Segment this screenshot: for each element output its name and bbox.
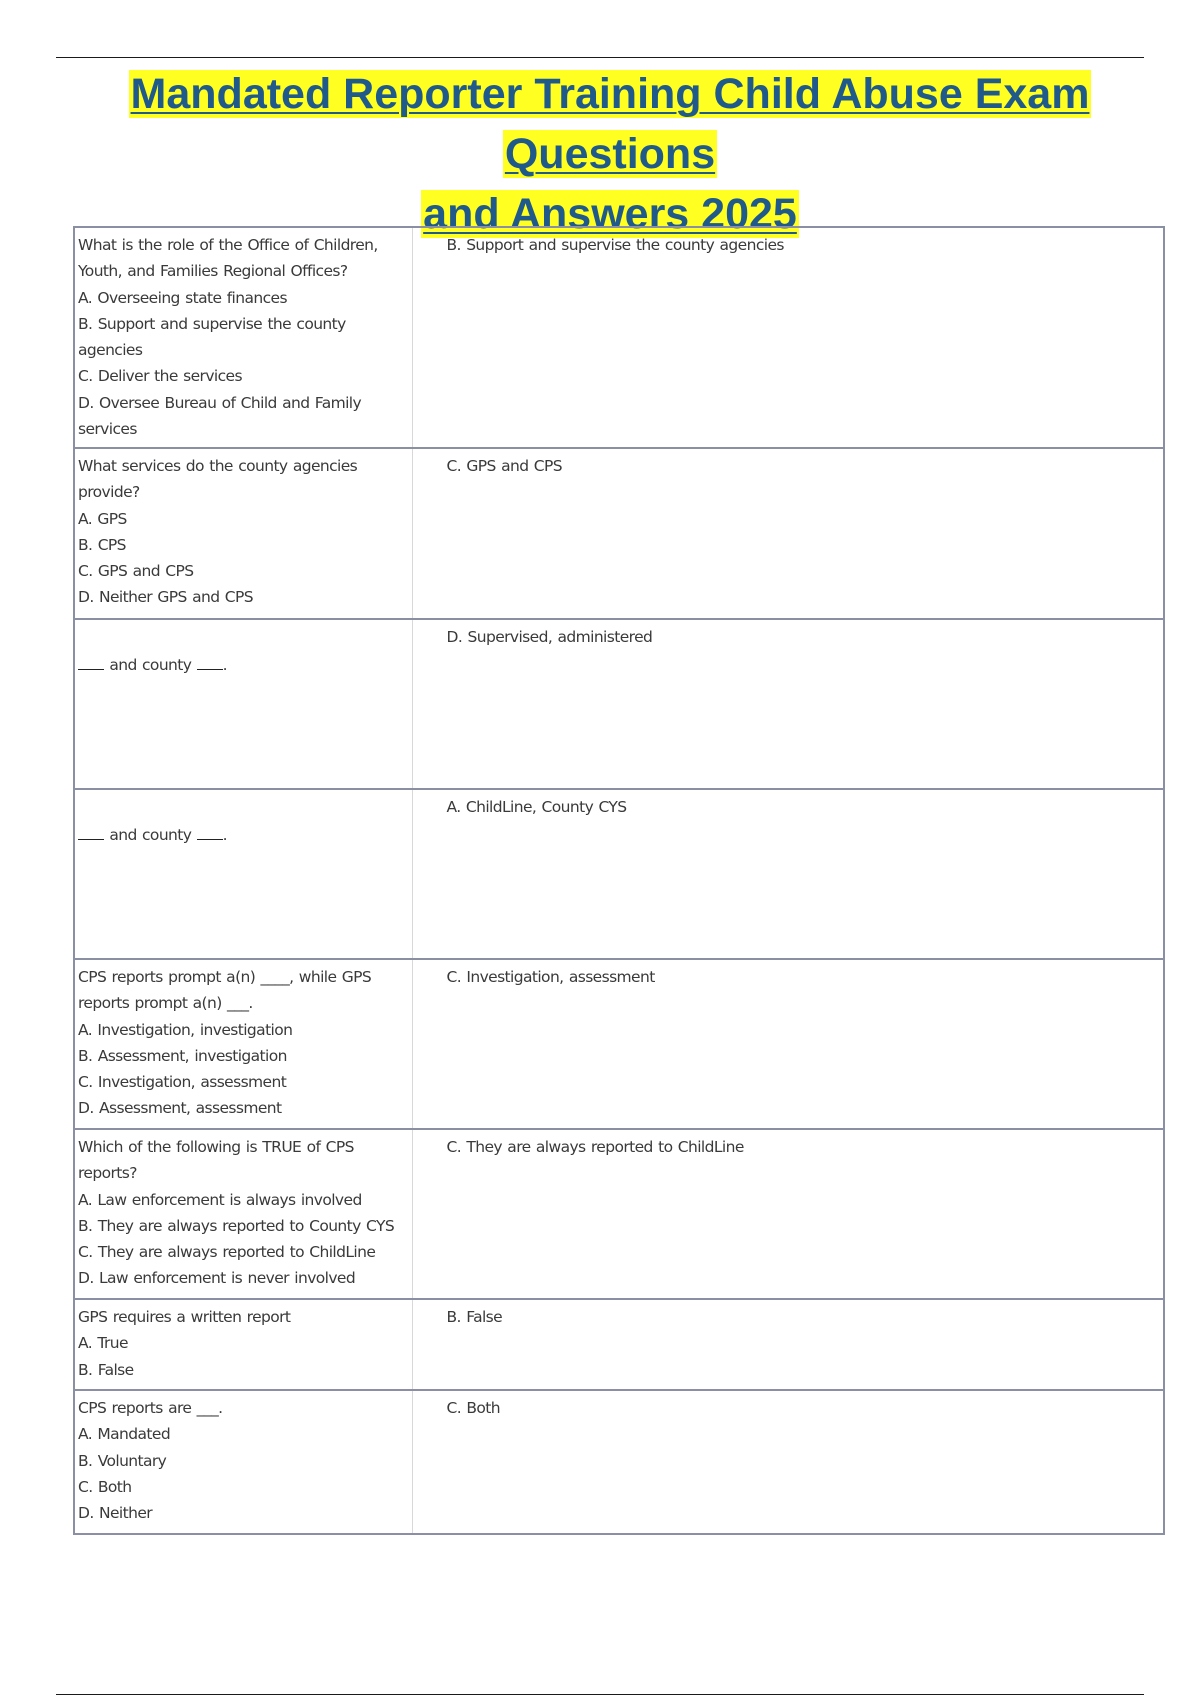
option-line: B. False	[78, 1360, 134, 1379]
answer-cell: A. ChildLine, County CYS	[412, 789, 1164, 959]
option-line: services	[78, 420, 137, 439]
table-row	[74, 789, 1164, 959]
question-cell	[74, 789, 412, 959]
option-line: B. CPS	[78, 535, 126, 554]
question-line: What is the role of the Office of Children,	[78, 236, 378, 254]
question-cell	[74, 1299, 412, 1390]
answer-cell: C. They are always reported to ChildLine	[412, 1129, 1164, 1299]
fill-end: .	[222, 826, 227, 844]
fill-end: .	[222, 656, 227, 674]
option-line: C. Both	[78, 1477, 132, 1496]
option-line: B. Support and supervise the county	[78, 314, 346, 333]
question-cell	[74, 227, 412, 448]
table-row	[74, 448, 1164, 619]
option-line: C. Investigation, assessment	[78, 1073, 287, 1092]
document-title	[20, 64, 1200, 244]
question-cell	[74, 619, 412, 789]
answer-cell: C. Both	[412, 1390, 1164, 1534]
answer-cell: B. False	[412, 1299, 1164, 1390]
title-line-1: Mandated Reporter Training Child Abuse Exam Questions	[130, 70, 1090, 178]
option-line: D. Assessment, assessment	[78, 1099, 282, 1118]
table-row	[74, 1299, 1164, 1390]
question-line: CPS reports prompt a(n) ____, while GPS	[78, 968, 372, 986]
question-line: reports?	[78, 1164, 137, 1183]
answer-cell: D. Supervised, administered	[412, 619, 1164, 789]
option-line: A. Investigation, investigation	[78, 1020, 293, 1039]
option-line: D. Law enforcement is never involved	[78, 1269, 356, 1288]
option-line: B. They are always reported to County CYS	[78, 1216, 395, 1235]
fill-in-question	[78, 822, 408, 848]
option-line: D. Oversee Bureau of Child and Family	[78, 393, 362, 412]
option-line: agencies	[78, 341, 143, 360]
question-cell	[74, 1129, 412, 1299]
table-row	[74, 1390, 1164, 1534]
option-line: C. GPS and CPS	[78, 562, 194, 581]
option-line: A. Overseeing state finances	[78, 288, 287, 307]
blank-line	[197, 825, 223, 840]
blank-line	[78, 825, 104, 840]
question-line: Which of the following is TRUE of CPS	[78, 1138, 354, 1156]
blank-line	[197, 655, 223, 670]
option-line: A. True	[78, 1334, 128, 1353]
fill-text: and county	[104, 826, 197, 844]
answer-cell: C. Investigation, assessment	[412, 959, 1164, 1129]
title-line-2: and Answers 2025	[423, 190, 797, 238]
question-line: provide?	[78, 483, 140, 502]
question-cell	[74, 959, 412, 1129]
table-row	[74, 959, 1164, 1129]
option-line: D. Neither	[78, 1504, 153, 1523]
question-line: CPS reports are ___.	[78, 1399, 223, 1417]
question-line: What services do the county agencies	[78, 457, 358, 475]
option-line: A. GPS	[78, 509, 127, 528]
answer-cell: B. Support and supervise the county agencies	[412, 227, 1164, 448]
table-row	[74, 1129, 1164, 1299]
top-rule	[56, 57, 1144, 58]
blank-line	[78, 655, 104, 670]
question-line: GPS requires a written report	[78, 1308, 291, 1326]
option-line: C. Deliver the services	[78, 367, 242, 386]
question-line: reports prompt a(n) ___.	[78, 994, 253, 1013]
option-line: D. Neither GPS and CPS	[78, 588, 253, 607]
option-line: A. Law enforcement is always involved	[78, 1190, 362, 1209]
qa-table	[73, 226, 1165, 1535]
fill-in-question	[78, 652, 408, 678]
question-line: Youth, and Families Regional Offices?	[78, 262, 348, 281]
question-cell	[74, 1390, 412, 1534]
question-cell	[74, 448, 412, 619]
option-line: B. Assessment, investigation	[78, 1046, 287, 1065]
answer-cell: C. GPS and CPS	[412, 448, 1164, 619]
option-line: B. Voluntary	[78, 1451, 167, 1470]
table-row	[74, 619, 1164, 789]
option-line: C. They are always reported to ChildLine	[78, 1243, 376, 1262]
fill-text: and county	[104, 656, 197, 674]
bottom-rule	[56, 1694, 1144, 1695]
table-row	[74, 227, 1164, 448]
option-line: A. Mandated	[78, 1425, 171, 1444]
